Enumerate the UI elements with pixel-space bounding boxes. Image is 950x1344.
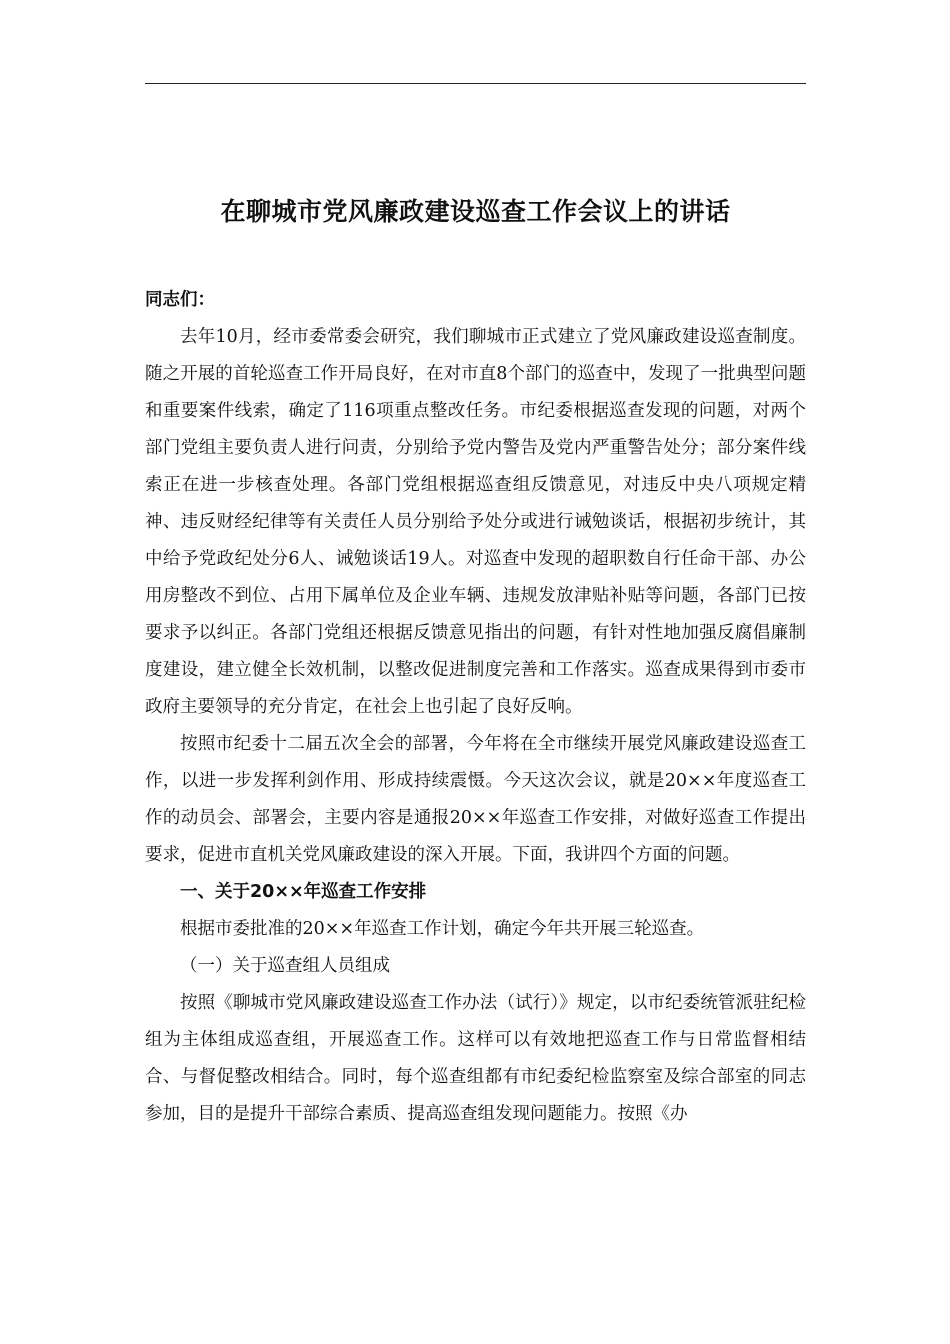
paragraph-4: 按照《聊城市党风廉政建设巡查工作办法（试行）》规定，以市纪委统管派驻纪检组为主体组成巡查组，开展巡查工作。这样可以有效地把巡查工作与日常监督相结合、与督促整改相结合。同时，每个巡查组都有市纪委纪检监察室及综合部室的同志参加，目的是提升干部综合素质、提高巡查组发现问题能力。按照《办 bbox=[145, 993, 806, 1124]
header-rule bbox=[145, 83, 806, 84]
paragraph-2: 按照市纪委十二届五次全会的部署，今年将在全市继续开展党风廉政建设巡查工作，以进一步发挥利剑作用、形成持续震慑。今天这次会议，就是20××年度巡查工作的动员会、部署会，主要内容是通报20××年巡查工作安排，对做好巡查工作提出要求，促进市直机关党风廉政建设的深入开展。下面，我讲四个方面的问题。 bbox=[145, 734, 806, 865]
document-title: 在聊城市党风廉政建设巡查工作会议上的讲话 bbox=[220, 197, 731, 226]
section-heading-1: 一、关于20××年巡查工作安排 bbox=[180, 882, 427, 902]
subsection-heading-1: （一）关于巡查组人员组成 bbox=[180, 956, 390, 976]
paragraph-3: 根据市委批准的20××年巡查工作计划，确定今年共开展三轮巡查。 bbox=[180, 919, 705, 939]
paragraph-1: 去年10月，经市委常委会研究，我们聊城市正式建立了党风廉政建设巡查制度。随之开展的首轮巡查工作开局良好，在对市直8个部门的巡查中，发现了一批典型问题和重要案件线索，确定了116项重点整改任务。市纪委根据巡查发现的问题，对两个部门党组主要负责人进行问责，分别给予党内警告及党内严重警告处分；部分案件线索正在进一步核查处理。各部门党组根据巡查组反馈意见，对违反中央八项规定精神、违反财经纪律等有关责任人员分别给予处分或进行诫勉谈话，根据初步统计，其中给予党政纪处分6人、诫勉谈话19人。对巡查中发现的超职数自行任命干部、办公用房整改不到位、占用下属单位及企业车辆、违规发放津贴补贴等问题，各部门已按要求予以纠正。各部门党组还根据反馈意见指出的问题，有针对性地加强反腐倡廉制度建设，建立健全长效机制，以整改促进制度完善和工作落实。巡查成果得到市委市政府主要领导的充分肯定，在社会上也引起了良好反响。 bbox=[145, 327, 806, 717]
salutation: 同志们： bbox=[145, 290, 215, 310]
document-body bbox=[145, 282, 806, 1133]
